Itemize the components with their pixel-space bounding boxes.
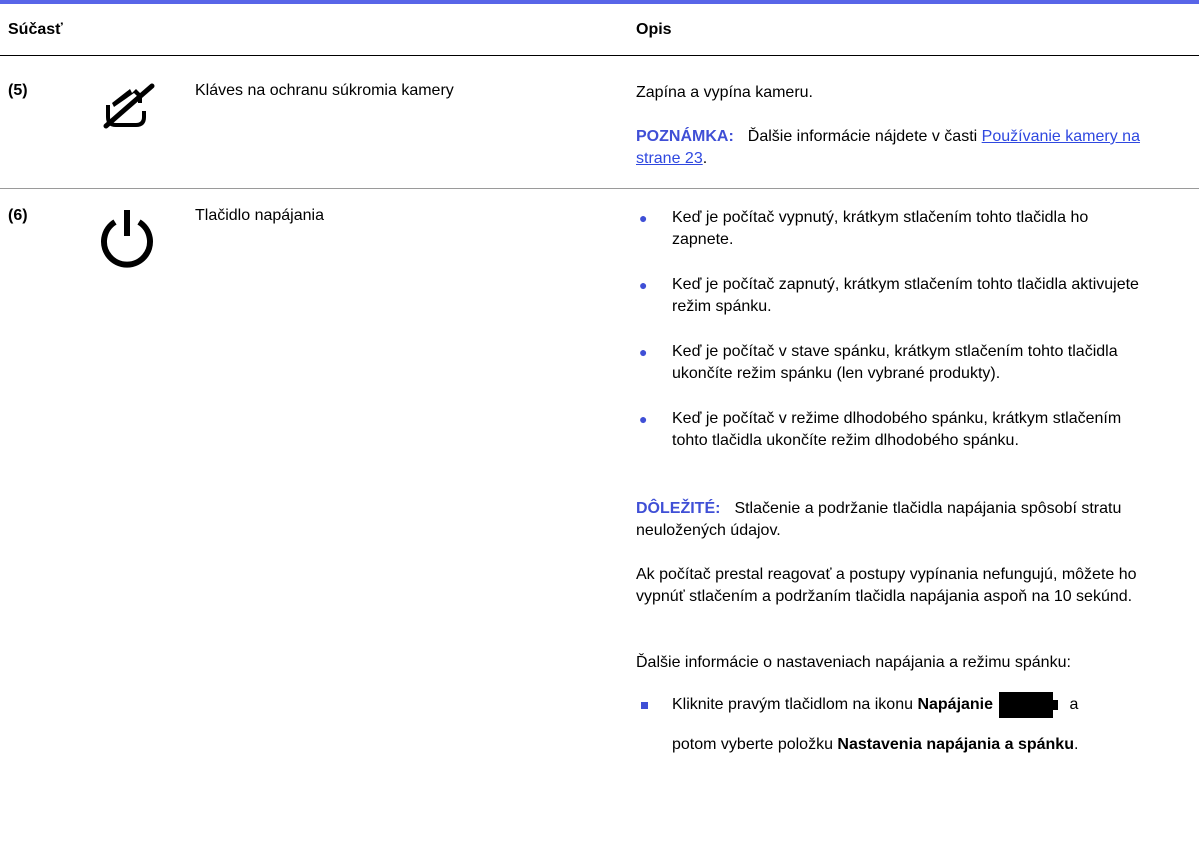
bullet-text: Keď je počítač v stave spánku, krátkym stlačením tohto tlačidla ukončíte režim spánku (len vybrané produkty). bbox=[672, 343, 1118, 382]
row-5-note bbox=[636, 126, 1156, 170]
battery-icon bbox=[999, 692, 1059, 718]
paragraph-shutdown bbox=[636, 564, 1156, 608]
header-description: Opis bbox=[636, 21, 672, 38]
note-text: Ďalšie informácie nájdete v časti bbox=[747, 128, 982, 145]
row-5-number: (5) bbox=[8, 82, 28, 99]
bullet-text: Keď je počítač v režime dlhodobého spánku, krátkym stlačením tohto tlačidla ukončíte režim dlhodobého spánku. bbox=[672, 410, 1122, 449]
bullet-dot: ● bbox=[639, 411, 648, 427]
camera-usage-link[interactable]: Používanie kamery na strane 23 bbox=[636, 128, 1140, 167]
important-note bbox=[636, 498, 1156, 542]
bullet-dot: ● bbox=[639, 344, 648, 360]
power-bold-label: Napájanie bbox=[917, 696, 994, 714]
camera-privacy-off-icon bbox=[100, 83, 160, 134]
step-text-line2 bbox=[672, 734, 1154, 756]
top-accent-bar bbox=[0, 0, 1199, 4]
step-text-a: Kliknite pravým tlačidlom na ikonu bbox=[672, 696, 918, 714]
step-text-f: . bbox=[1073, 736, 1079, 753]
header-component: Súčasť bbox=[8, 21, 63, 38]
step-bullet-square bbox=[641, 702, 648, 709]
bullet-text: Keď je počítač zapnutý, krátkym stlačením tohto tlačidla aktivujete režim spánku. bbox=[672, 276, 1139, 315]
bullet-dot: ● bbox=[639, 277, 648, 293]
step-text-line1 bbox=[672, 692, 1154, 718]
row-6-number: (6) bbox=[8, 207, 28, 224]
step-text-d: potom vyberte položku bbox=[672, 736, 838, 753]
bullet-text: Keď je počítač vypnutý, krátkym stlačením tohto tlačidla ho zapnete. bbox=[672, 209, 1089, 248]
settings-bold-label: Nastavenia napájania a spánku bbox=[837, 736, 1074, 753]
row-6-name: Tlačidlo napájania bbox=[195, 207, 324, 224]
important-label: DÔLEŽITÉ: bbox=[636, 500, 721, 517]
paragraph-shutdown-text: Ak počítač prestal reagovať a postupy vypínania nefungujú, môžete ho vypnúť stlačením a podržaním tlačidla napájania aspoň na 10 sekúnd. bbox=[636, 566, 1137, 605]
important-text: Stlačenie a podržanie tlačidla napájania spôsobí stratu neuložených údajov. bbox=[636, 500, 1122, 539]
step-text-c: a bbox=[1065, 696, 1079, 714]
row-5-desc-text: Zapína a vypína kameru. bbox=[636, 84, 813, 101]
row-5-name: Kláves na ochranu súkromia kamery bbox=[195, 82, 454, 99]
paragraph-more-info bbox=[636, 652, 1156, 674]
row-divider bbox=[0, 188, 1199, 189]
power-icon bbox=[96, 206, 158, 275]
note-label: POZNÁMKA: bbox=[636, 128, 734, 145]
header-divider bbox=[0, 55, 1199, 56]
row-5-desc bbox=[636, 82, 1156, 104]
note-end: . bbox=[702, 150, 708, 167]
paragraph-more-info-text: Ďalšie informácie o nastaveniach napájania a režimu spánku: bbox=[636, 654, 1071, 671]
bullet-dot: ● bbox=[639, 210, 648, 226]
